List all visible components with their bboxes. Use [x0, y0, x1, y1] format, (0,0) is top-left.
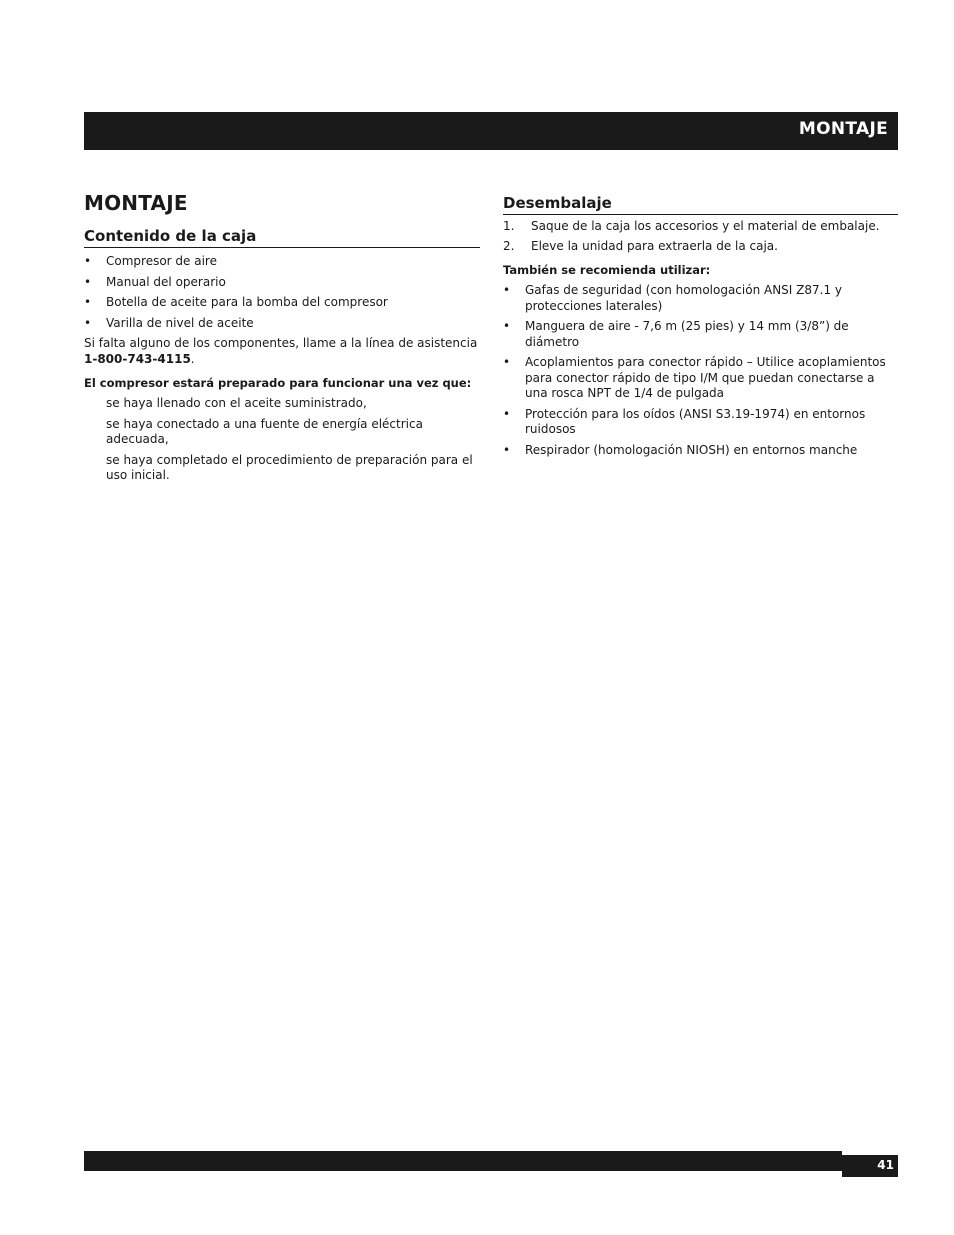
unpack-steps: [503, 219, 898, 254]
list-item-text: Compresor de aire: [106, 254, 217, 268]
list-item-text: Manguera de aire - 7,6 m (25 pies) y 14 mm (3/8”) de diámetro: [525, 319, 849, 349]
header-bar: [84, 112, 898, 150]
list-item: [84, 254, 480, 270]
header-title: MONTAJE: [798, 119, 888, 139]
bullet-marker: •: [503, 283, 511, 297]
step-number: 2.: [503, 238, 515, 253]
footer-bar: [84, 1151, 842, 1171]
bullet-marker: •: [503, 442, 511, 457]
list-item-text: Gafas de seguridad (con homologación ANSI Z87.1 y protecciones laterales): [525, 283, 843, 313]
page-number-box: [842, 1155, 898, 1177]
phone-suffix: .: [190, 351, 195, 366]
list-item: [84, 295, 480, 311]
bullet-marker: •: [84, 315, 92, 330]
recommend-heading: También se recomienda utilizar:: [503, 263, 711, 277]
list-item: [503, 283, 898, 314]
page-number: 41: [877, 1158, 894, 1172]
support-phone: 1-800-743-4115: [84, 351, 191, 366]
list-item-text: Varilla de nivel de aceite: [106, 315, 254, 330]
list-item-text: Botella de aceite para la bomba del compresor: [106, 295, 388, 309]
bullet-marker: •: [503, 355, 511, 369]
bullet-marker: •: [84, 254, 92, 268]
list-item: [503, 355, 898, 402]
step-text: Eleve la unidad para extraerla de la caja.: [531, 238, 778, 253]
right-column: [503, 193, 898, 458]
list-item-text: Manual del operario: [106, 274, 226, 289]
missing-text: Si falta alguno de los componentes, llame a la línea de asistencia: [84, 336, 478, 350]
list-item: se haya completado el procedimiento de preparación para el uso inicial.: [106, 452, 473, 482]
list-item-text: Protección para los oídos (ANSI S3.19-1974) en entornos ruidosos: [525, 406, 866, 436]
list-item: [503, 319, 898, 350]
list-item-text: Respirador (homologación NIOSH) en entornos manche: [525, 442, 858, 457]
bullet-marker: •: [84, 295, 92, 309]
contents-list: [84, 254, 480, 331]
missing-components-note: [84, 336, 480, 367]
list-item: [84, 316, 480, 332]
ready-heading: El compresor estará preparado para funcionar una vez que:: [84, 376, 472, 390]
list-item: [503, 443, 898, 459]
ready-list: [84, 396, 480, 484]
list-item: se haya llenado con el aceite suministrado,: [106, 396, 367, 410]
contents-heading: Contenido de la caja: [84, 226, 480, 248]
step-item: [503, 239, 898, 255]
list-item-text: Acoplamientos para conector rápido – Utilice acoplamientos para conector rápido de tipo I/M que puedan conectarse a una rosca NPT de 1/4 de pulgada: [525, 355, 886, 400]
step-item: [503, 219, 898, 235]
bullet-marker: •: [84, 274, 92, 289]
list-item: [503, 407, 898, 438]
recommend-list: [503, 283, 898, 458]
step-text: Saque de la caja los accesorios y el material de embalaje.: [531, 219, 880, 233]
bullet-marker: •: [503, 319, 511, 333]
left-column: [84, 190, 480, 484]
unpack-heading: Desembalaje: [503, 193, 898, 215]
step-number: 1.: [503, 219, 515, 233]
list-item: se haya conectado a una fuente de energía eléctrica adecuada,: [106, 416, 423, 446]
list-item: [84, 275, 480, 291]
bullet-marker: •: [503, 406, 511, 421]
page-title: MONTAJE: [84, 191, 188, 215]
